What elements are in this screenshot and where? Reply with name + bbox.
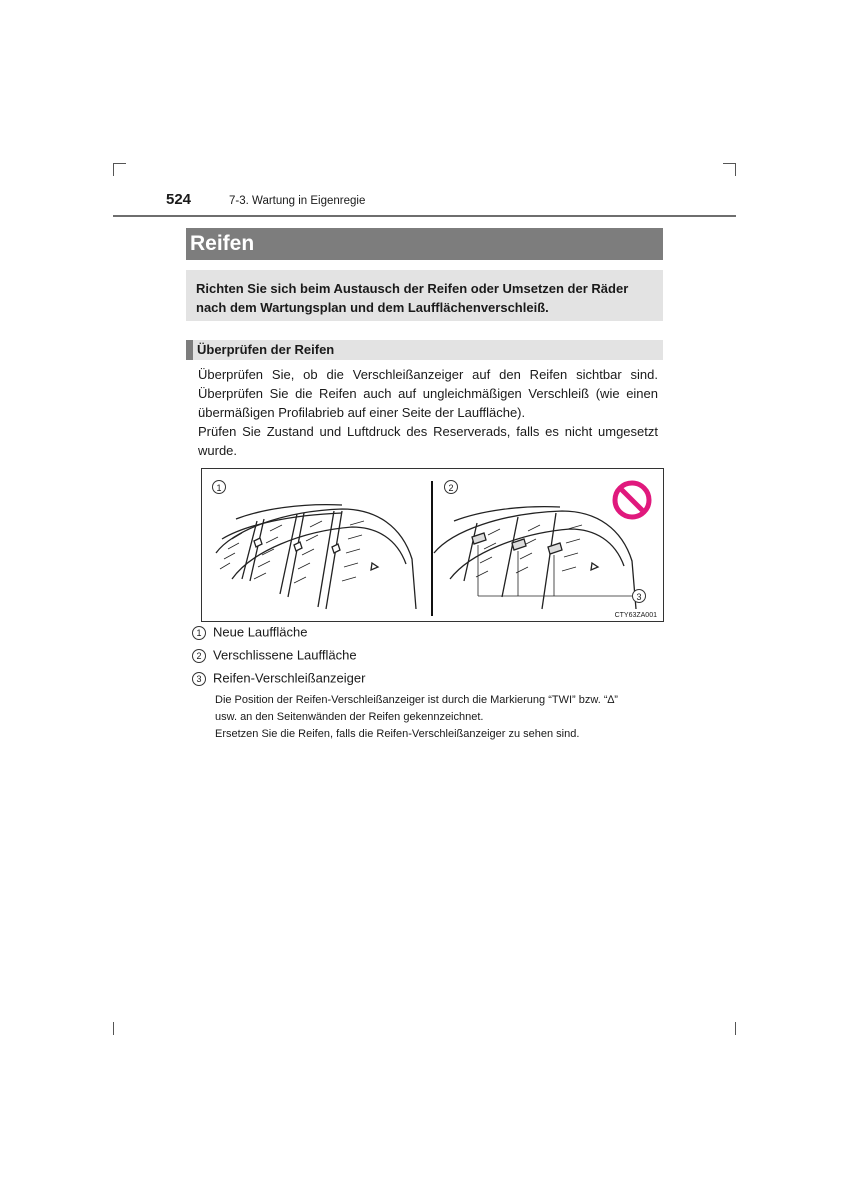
tire-new-illustration [216, 505, 416, 609]
callout-3: 3 [632, 589, 646, 603]
figure-code: CTY63ZA001 [614, 612, 657, 619]
intro-line-1: Richten Sie sich beim Austausch der Reifen oder Umsetzen der Räder [196, 281, 629, 296]
note-line-3: Ersetzen Sie die Reifen, falls die Reifen-Verschleißanzeiger zu sehen sind. [215, 728, 580, 740]
legend-item-2 [192, 647, 357, 663]
body-line-3: übermäßigen Profilabrieb auf einer Seite der Lauffläche). [198, 405, 526, 420]
note-line-1: Die Position der Reifen-Verschleißanzeiger ist durch die Markierung “TWI” bzw. “∆” [215, 694, 618, 706]
crop-mark-top-left-v [113, 163, 114, 176]
callout-1: 1 [212, 480, 226, 494]
section-reference: 7-3. Wartung in Eigenregie [229, 195, 366, 207]
body-line-1: Überprüfen Sie, ob die Verschleißanzeiger auf den Reifen sichtbar sind. [198, 367, 658, 382]
legend-item-3 [192, 670, 365, 686]
intro-line-2: nach dem Wartungsplan und dem Laufflächenverschleiß. [196, 300, 549, 315]
crop-mark-bottom-left [113, 1022, 114, 1035]
legend-label-3: Reifen-Verschleißanzeiger [213, 670, 366, 686]
tire-figure [201, 468, 664, 622]
header-rule [113, 215, 736, 217]
legend-item-1 [192, 624, 307, 640]
page-title: Reifen [186, 228, 663, 260]
body-line-4: Prüfen Sie Zustand und Luftdruck des Reserverads, falls es nicht umgesetzt [198, 424, 658, 439]
intro-box [186, 270, 663, 321]
legend-callout-2: 2 [192, 649, 206, 663]
body-line-2: Überprüfen Sie die Reifen auch auf ungleichmäßigen Verschleiß (wie einen [198, 386, 658, 401]
legend-label-2: Verschlissene Lauffläche [213, 647, 357, 663]
callout-2: 2 [444, 480, 458, 494]
crop-mark-bottom-right [735, 1022, 736, 1035]
page-number: 524 [166, 191, 192, 208]
tire-worn-illustration [434, 507, 636, 609]
body-line-5: wurde. [198, 443, 238, 458]
legend-label-1: Neue Lauffläche [213, 624, 308, 640]
prohibited-icon [615, 483, 649, 517]
legend-callout-1: 1 [192, 626, 206, 640]
subsection-title: Überprüfen der Reifen [186, 340, 663, 360]
note-line-2: usw. an den Seitenwänden der Reifen gekennzeichnet. [215, 711, 484, 723]
crop-mark-top-left-h [113, 163, 126, 164]
tire-figure-drawing [202, 469, 665, 623]
crop-mark-top-right-v [735, 163, 736, 176]
legend-callout-3: 3 [192, 672, 206, 686]
